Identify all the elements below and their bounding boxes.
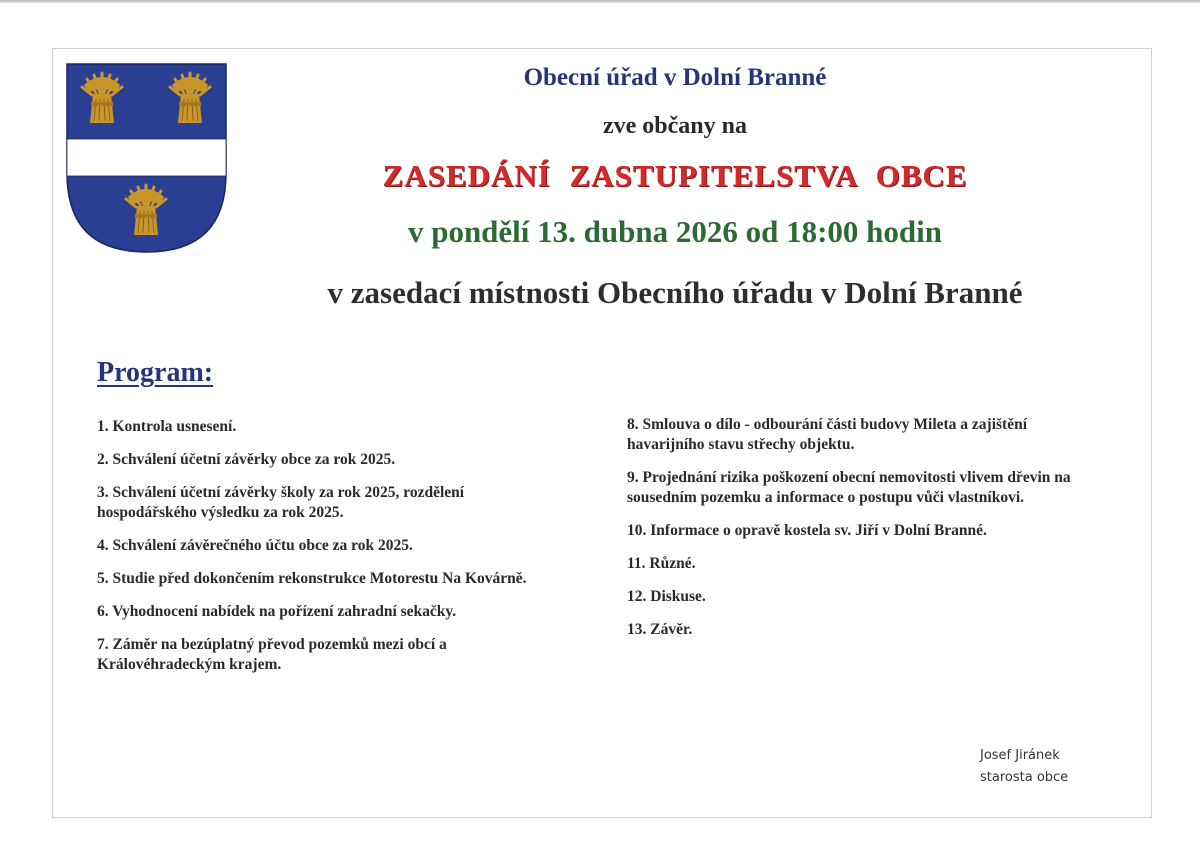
event-venue: v zasedací místnosti Obecního úřadu v Dolní Branné bbox=[327, 275, 1023, 310]
signature-name: Josef Jiránek bbox=[980, 748, 1060, 763]
office-title: Obecní úřad v Dolní Branné bbox=[523, 64, 827, 91]
program-item: 5. Studie před dokončením rekonstrukce Motorestu Na Kovárně. bbox=[97, 570, 527, 587]
signature-block bbox=[980, 745, 1068, 789]
coat-of-arms-icon bbox=[66, 63, 227, 253]
program-item: 8. Smlouva o dílo - odbourání části budovy Mileta a zajištění havarijního stavu střechy objektu. bbox=[627, 416, 1028, 453]
event-date: v pondělí 13. dubna 2026 od 18:00 hodin bbox=[407, 214, 943, 249]
signature-title: starosta obce bbox=[980, 770, 1069, 785]
program-item: 7. Záměr na bezúplatný převod pozemků mezi obcí a Královéhradeckým krajem. bbox=[97, 636, 447, 673]
program-item: 10. Informace o opravě kostela sv. Jiří v Dolní Branné. bbox=[627, 522, 987, 539]
invite-line: zve občany na bbox=[603, 113, 747, 139]
scan-edge bbox=[0, 0, 1200, 3]
program-item: 4. Schválení závěrečného účtu obce za rok 2025. bbox=[97, 537, 413, 554]
program-list-left bbox=[97, 417, 597, 688]
program-item: 3. Schválení účetní závěrky školy za rok 2025, rozdělení hospodářského výsledku za rok 2025. bbox=[97, 484, 465, 521]
program-heading: Program: bbox=[97, 357, 214, 388]
program-item: 1. Kontrola usnesení. bbox=[97, 418, 237, 435]
program-item: 2. Schválení účetní závěrky obce za rok 2025. bbox=[97, 451, 396, 468]
program-item: 9. Projednání rizika poškození obecní nemovitosti vlivem dřevin na sousedním pozemku a informace o postupu vůči vlastníkovi. bbox=[627, 469, 1071, 506]
program-item: 12. Diskuse. bbox=[627, 588, 706, 605]
event-title: ZASEDÁNÍ ZASTUPITELSTVA OBCE bbox=[382, 158, 968, 193]
program-item: 6. Vyhodnocení nabídek na pořízení zahradní sekačky. bbox=[97, 603, 457, 620]
program-list-right bbox=[627, 415, 1127, 653]
program-item: 11. Různé. bbox=[627, 555, 696, 572]
program-item: 13. Závěr. bbox=[627, 621, 693, 638]
